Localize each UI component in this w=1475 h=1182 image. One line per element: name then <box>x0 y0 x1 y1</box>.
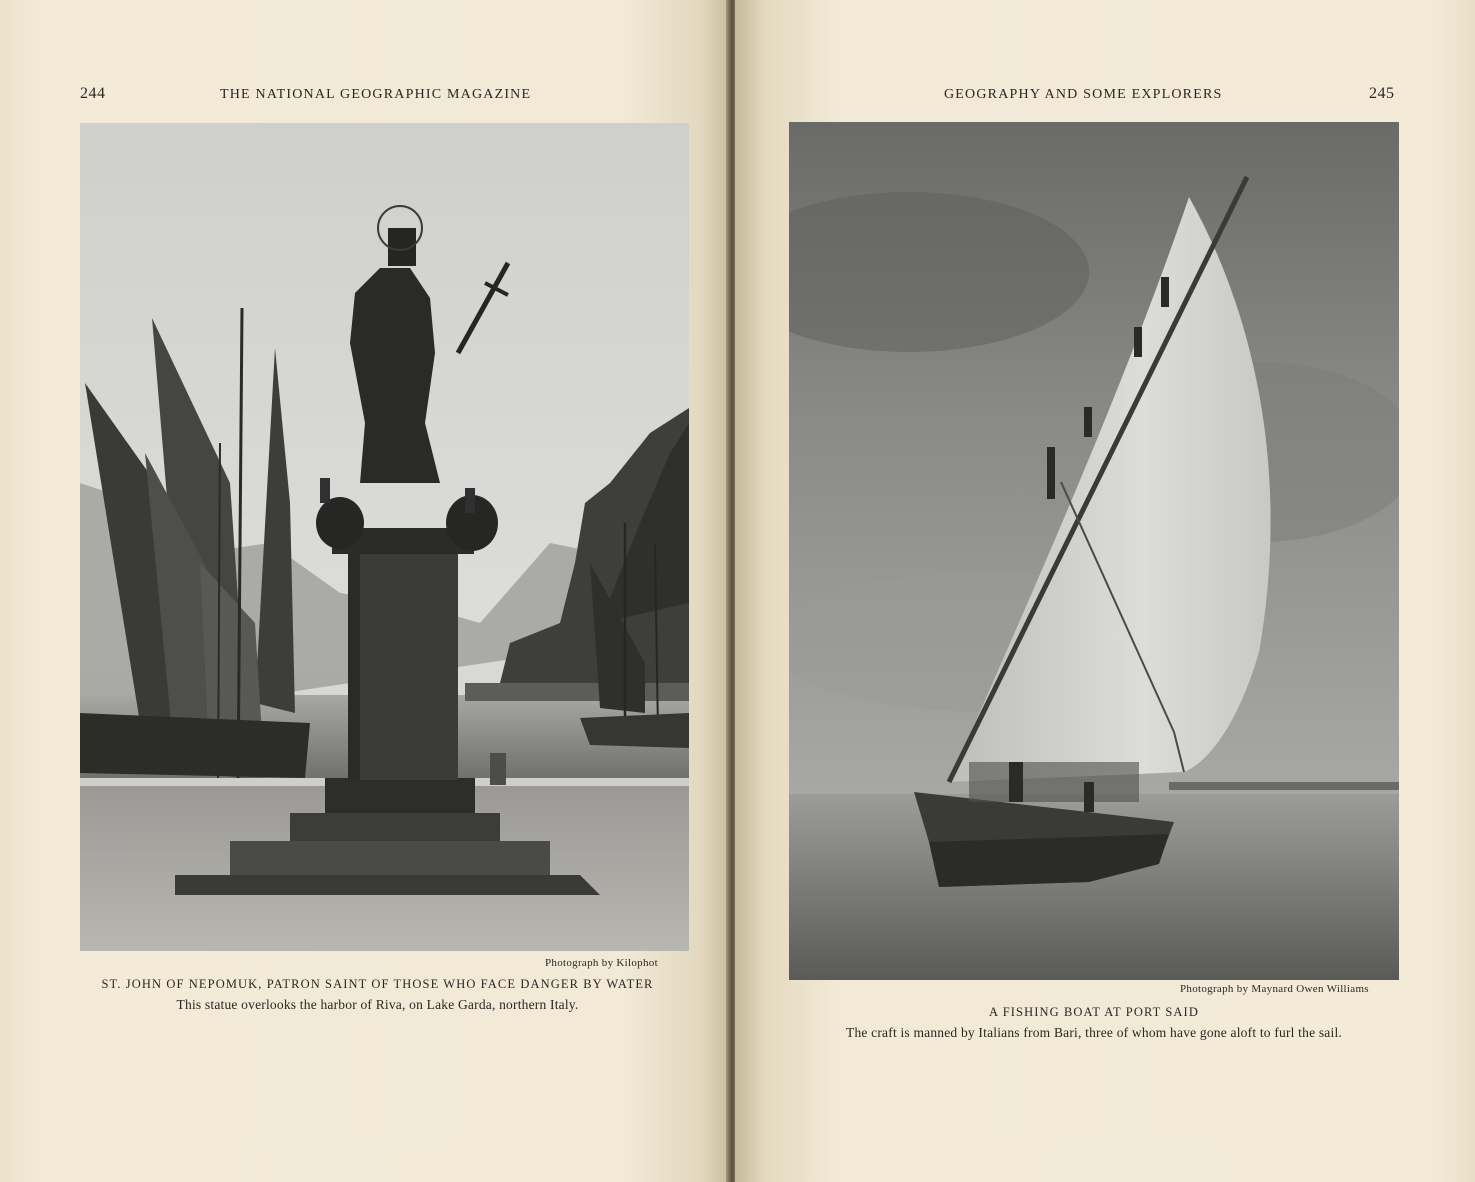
left-photo-credit: Photograph by Kilophot <box>545 957 658 969</box>
right-caption-text: The craft is manned by Italians from Bari, three of whom have gone aloft to furl the sail. <box>846 1025 1342 1040</box>
left-running-head: THE NATIONAL GEOGRAPHIC MAGAZINE <box>220 87 532 102</box>
left-page-number: 244 <box>80 85 106 102</box>
fishing-boat-photograph <box>789 122 1399 980</box>
left-caption-title: ST. JOHN OF NEPOMUK, PATRON SAINT OF THOSE WHO FACE DANGER BY WATER <box>101 977 654 991</box>
right-page <box>735 0 1475 1182</box>
right-photo-credit: Photograph by Maynard Owen Williams <box>1180 983 1369 995</box>
statue-photograph <box>80 123 689 951</box>
left-caption-text: This statue overlooks the harbor of Riva, on Lake Garda, northern Italy. <box>176 997 579 1012</box>
right-running-head: GEOGRAPHY AND SOME EXPLORERS <box>944 87 1223 102</box>
left-page <box>0 0 730 1182</box>
right-page-number: 245 <box>1369 85 1395 102</box>
right-caption-title: A FISHING BOAT AT PORT SAID <box>989 1005 1199 1019</box>
